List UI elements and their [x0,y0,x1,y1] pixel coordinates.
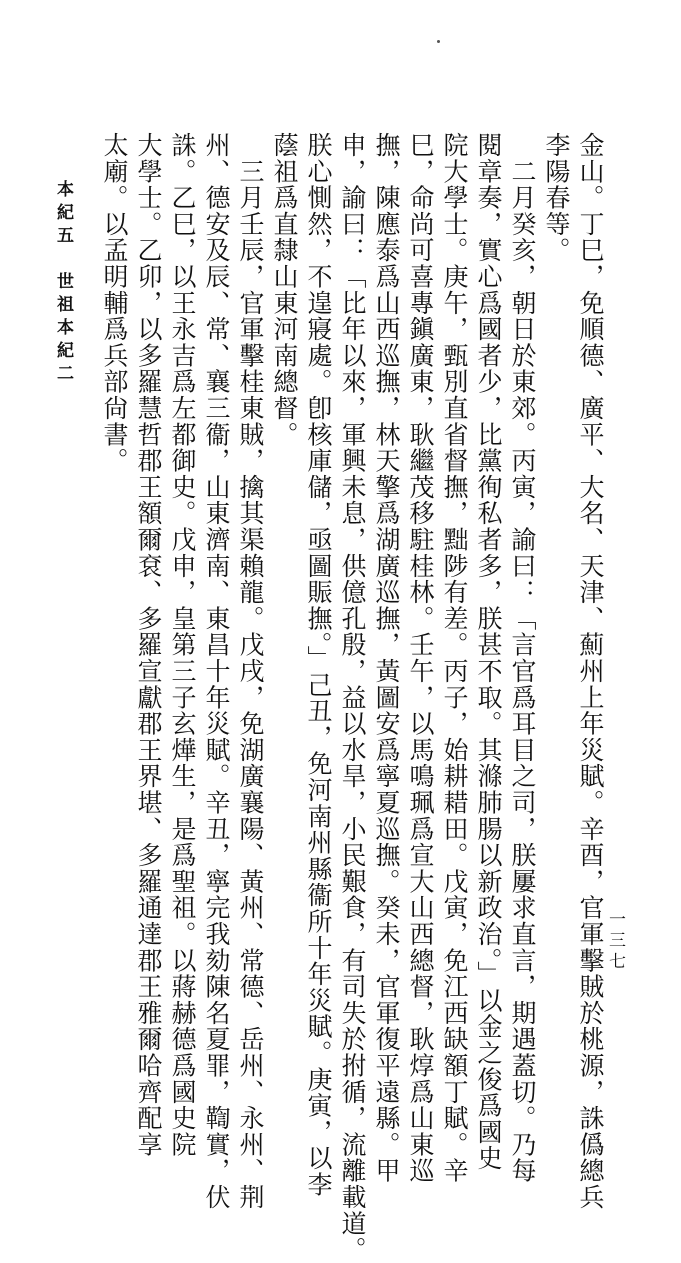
text-column: 朕心惻然，不遑寢處。卽核庫儲，亟圖賑撫。」己丑，免河南州縣衞所十年災賦。庚寅，以李 [304,132,333,1198]
text-column: 巳，命尚可喜專鎭廣東，耿繼茂移駐桂林。壬午，以馬鳴珮爲宣大山西總督，耿焞爲山東巡 [406,132,435,1184]
text-column: 金山。丁巳，免順德、廣平、大名、天津、薊州上年災賦。辛酉，官軍擊賊於桃源，誅僞總兵 [576,132,605,1211]
text-column: 院大學士。庚午，甄別直省督撫，黜陟有差。丙子，始耕耤田。戊寅，免江西缺額丁賦。辛 [440,132,469,1184]
text-column: 閱章奏，實心爲國者少，比黨徇私者多，朕甚不取。其滌肺腸以新政治。」以金之俊爲國史 [474,132,503,1172]
text-column: 太廟。以孟明輔爲兵部尙書。 [100,132,129,474]
text-column: 蔭祖爲直隸山東河南總督。 [270,132,299,448]
text-column: 誅。乙巳，以王永吉爲左都御史。戊申，皇第三子玄燁生，是爲聖祖。以蔣赫德爲國史院 [168,132,197,1158]
text-column: 撫，陳應泰爲山西巡撫，林天擎爲湖廣巡撫，黃圖安爲寧夏巡撫。癸未，官軍復平遠縣。甲 [372,132,401,1184]
text-column: 三月壬辰，官軍擊桂東賊，擒其渠賴龍。戊戌，免湖廣襄陽、黃州、常德、岳州、永州、荆 [236,132,265,1211]
text-column: 二月癸亥，朝日於東郊。丙寅，諭曰：「言官爲耳目之司，朕屢求直言，期遇蓋切。乃每 [508,132,537,1184]
decorative-dot [437,40,440,43]
text-column: 李陽春等。 [542,132,571,264]
section-header: 本紀五 世祖本紀二 [53,180,73,387]
text-column: 申，諭曰：「比年以來，軍興未息，供億孔殷，益以水旱，小民艱食，有司失於拊循，流離載道。 [338,132,367,1263]
text-column: 州、德安及辰、常、襄三衞，山東濟南、東昌十年災賦。辛丑，寧完我劾陳名夏罪，鞫實，伏 [202,132,231,1211]
text-column: 大學士。乙卯，以多羅慧哲郡王額爾袞、多羅宣獻郡王界堪、多羅通達郡王雅爾哈齊配享 [134,132,163,1158]
page-number: 一三七 [605,910,625,973]
